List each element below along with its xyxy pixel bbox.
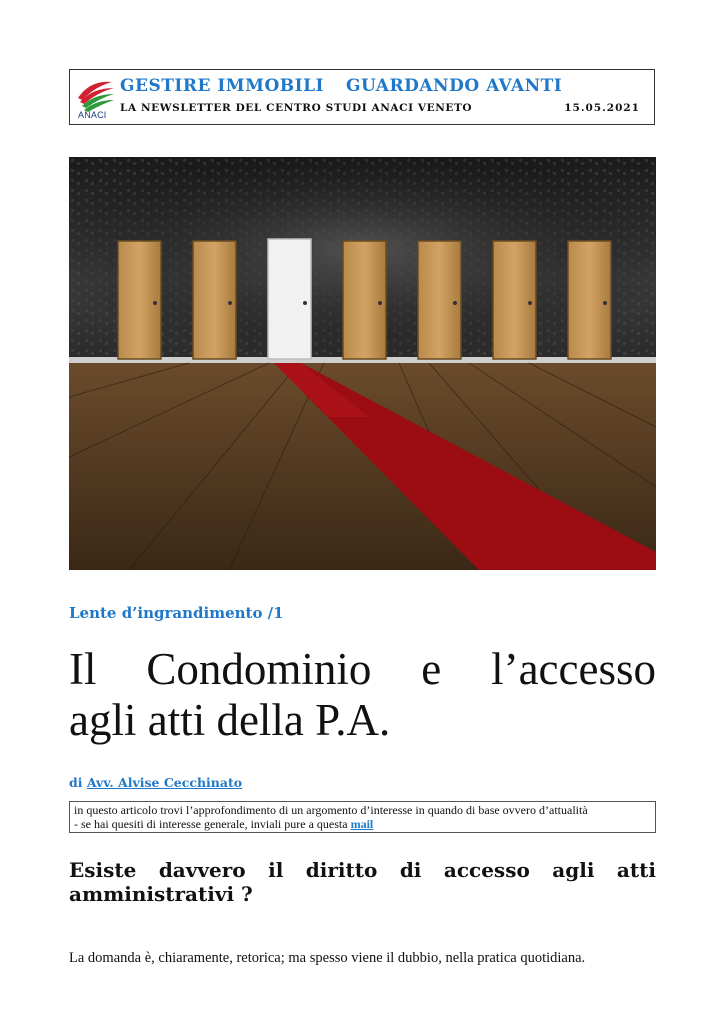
section-word: atti	[616, 858, 656, 882]
headline-word: Condominio	[146, 644, 372, 694]
section-title	[69, 858, 656, 906]
note-line1: in questo articolo trovi l’approfondimento di un argomento d’interesse in quando di base ovvero d’attualità	[74, 803, 588, 817]
newsletter-title	[120, 76, 562, 96]
title-right: GUARDANDO AVANTI	[345, 76, 563, 96]
newsletter-subtitle: LA NEWSLETTER DEL CENTRO STUDI ANACI VENETO	[120, 102, 473, 114]
section-word: Esiste	[69, 858, 137, 882]
note-line2	[74, 817, 651, 831]
logo-text: ANACI	[78, 110, 107, 120]
section-word: il	[268, 858, 284, 882]
headline-line1	[69, 644, 656, 695]
hero-image	[69, 157, 656, 570]
byline	[69, 775, 242, 790]
info-note	[69, 801, 656, 833]
issue-date: 15.05.2021	[564, 102, 640, 114]
newsletter-header	[69, 69, 655, 125]
body-paragraph: La domanda è, chiaramente, retorica; ma spesso viene il dubbio, nella pratica quotidiana.	[69, 949, 586, 966]
section-kicker: Lente d’ingrandimento /1	[69, 604, 284, 622]
note-line2-text: - se hai quesiti di interesse generale, inviali pure a questa	[74, 817, 348, 831]
section-word: accesso	[443, 858, 530, 882]
title-left: GESTIRE IMMOBILI	[120, 76, 324, 96]
section-word: diritto	[305, 858, 378, 882]
section-word: davvero	[158, 858, 246, 882]
article-headline	[69, 644, 656, 746]
byline-prefix: di	[69, 775, 83, 790]
headline-word: Il	[69, 644, 97, 694]
section-word: di	[399, 858, 422, 882]
headline-line2: agli atti della P.A.	[69, 695, 391, 745]
mail-link[interactable]: mail	[350, 817, 374, 831]
section-word: agli	[552, 858, 595, 882]
headline-word: l’accesso	[491, 644, 656, 694]
section-title-line2: amministrativi ?	[69, 882, 253, 906]
author-link[interactable]: Avv. Alvise Cecchinato	[86, 775, 243, 790]
headline-word: e	[421, 644, 442, 694]
section-title-line1	[69, 858, 656, 882]
